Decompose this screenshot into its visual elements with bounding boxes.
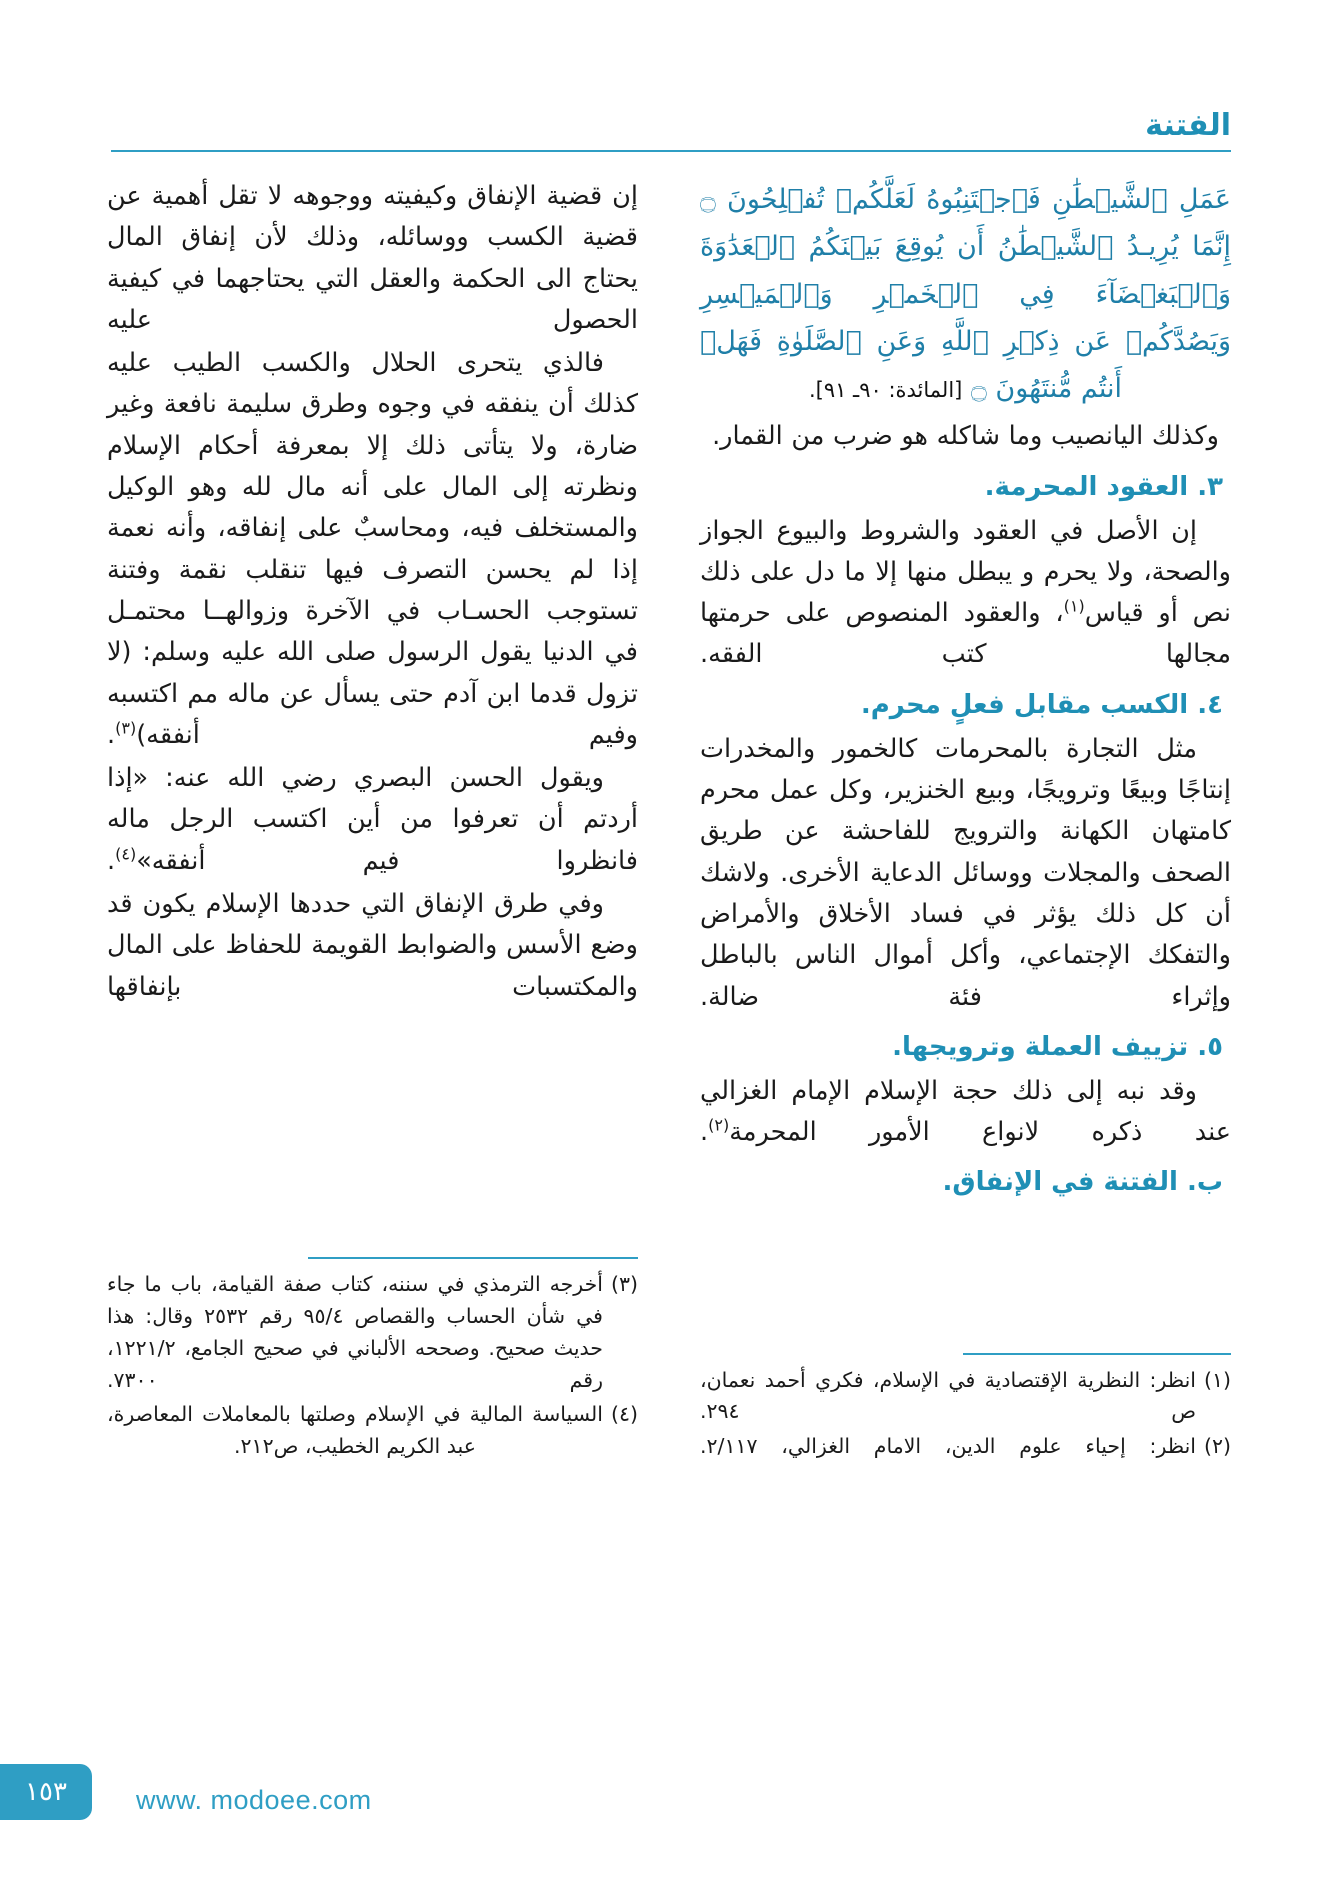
footnote-text: انظر: إحياء علوم الدين، الامام الغزالي، ٢/١١٧. (700, 1434, 1196, 1459)
section-heading-contracts: ٣. العقود المحرمة. (984, 471, 1223, 502)
footnote-item (107, 1399, 638, 1463)
footnote-divider-left (308, 1257, 638, 1259)
footnote-divider-right (963, 1353, 1231, 1355)
body-columns (107, 176, 1231, 1466)
footnote-number: (١) (1203, 1367, 1231, 1392)
footnote-text: انظر: النظرية الإقتصادية في الإسلام، فكري أحمد نعمان، ص ٢٩٤. (700, 1367, 1196, 1424)
footnote-number: (٤) (610, 1402, 638, 1427)
section-heading-spending-fitna: ب. الفتنة في الإنفاق. (942, 1167, 1223, 1198)
right-paragraph-4-cont: . (700, 1117, 709, 1148)
left-paragraph-4: وفي طرق الإنفاق التي حددها الإسلام يكون قد وضع الأسس والضوابط القويمة للحفاظ على المال والمكتسبات بإنفاقها (107, 889, 638, 1002)
left-paragraph-3 (107, 758, 638, 882)
quran-verse-text: عَمَلِ ٱلشَّيۡطَٰنِ فَٱجۡتَنِبُوهُ لَعَلَّكُمۡ تُفۡلِحُونَ ۝ إِنَّمَا يُرِيـدُ ٱلشَّيۡطَٰنُ أَن يُوقِعَ بَيۡنَكُمُ ٱلۡعَدَٰوَةَ وَٱلۡبَغۡضَآءَ فِي ٱلۡخَمۡرِ وَٱلۡمَيۡسِرِ وَيَصُدَّكُمۡ عَن ذِكۡرِ ٱللَّهِ وَعَنِ ٱلصَّلَوٰةِ فَهَلۡ أَنتُم مُّنتَهُونَ ۝ (700, 184, 1231, 404)
left-footnotes (107, 1257, 638, 1466)
right-paragraph-1: وكذلك اليانصيب وما شاكله هو ضرب من القمار. (712, 421, 1219, 452)
right-paragraph-4-text: وقد نبه إلى ذلك حجة الإسلام الإمام الغزالي عند ذكره لانواع الأمور المحرمة (700, 1075, 1231, 1148)
left-paragraph-2-text: فالذي يتحرى الحلال والكسب الطيب عليه كذلك أن ينفقه في وجوه وطرق سليمة نافعة وغير ضارة، ولا يتأتى ذلك إلا بمعرفة أحكام الإسلام ونظرته إلى المال على أنه مال لله وهو الوكيل والمستخلف فيه، ومحاسبٌ على إنفاقه، وأنه نعمة إذا لم يحسن التصرف فيها تنقلب نقمة وفتنة تستوجب الحسـاب في الآخرة وزوالهــا محتمـل في الدنيا يقول الرسول صلى الله عليه وسلم: (لا تزول قدما ابن آدم حتى يسأل عن ماله مم اكتسبه وفيم أنفقه) (107, 348, 638, 750)
right-paragraph-4 (700, 1071, 1231, 1154)
footnote-item (700, 1365, 1231, 1429)
footnote-marker-1: (١) (1063, 596, 1085, 616)
quran-verse-reference: [المائدة: ٩٠ـ ٩١]. (808, 378, 963, 402)
footnote-text: السياسة المالية في الإسلام وصلتها بالمعاملات المعاصرة، عبد الكريم الخطيب، ص٢١٢. (107, 1402, 603, 1459)
footnote-item (700, 1431, 1231, 1463)
footnote-number: (٢) (1203, 1434, 1231, 1459)
right-footnotes (700, 1353, 1231, 1466)
footnote-number: (٣) (610, 1272, 638, 1297)
section-heading-counterfeit: ٥. تزييف العملة وترويجها. (892, 1031, 1223, 1062)
footnote-marker-3: (٣) (115, 718, 137, 738)
left-paragraph-2-cont: . (107, 719, 116, 750)
footnote-marker-2: (٢) (708, 1115, 730, 1135)
right-paragraph-2-text: إن الأصل في العقود والشروط والبيوع الجواز والصحة، ولا يحرم و يبطل منها إلا ما دل على ذلك نص أو قياس (700, 515, 1231, 629)
quran-verse-block (700, 176, 1231, 412)
left-paragraph-1: إن قضية الإنفاق وكيفيته ووجوهه لا تقل أهمية عن قضية الكسب ووسائله، وذلك لأن إنفاق المال يحتاج الى الحكمة والعقل التي يحتاجهما في كيفية الحصول عليه (107, 181, 638, 335)
footnote-text: أخرجه الترمذي في سننه، كتاب صفة القيامة، باب ما جاء في شأن الحساب والقصاص ٩٥/٤ رقم ٢٥٣٢ وقال: هذا حديث صحيح. وصححه الألباني في صحيح الجامع، ١٢٢١/٢، رقم ٧٣٠٠. (107, 1272, 603, 1392)
header-divider (111, 150, 1231, 152)
page-header (111, 108, 1231, 152)
right-paragraph-3: مثل التجارة بالمحرمات كالخمور والمخدرات إنتاجًا وبيعًا وترويجًا، وبيع الخنزير، وكل عمل محرم كامتهان الكهانة والترويج للفاحشة عن طريق الصحف والمجلات ووسائل الدعاية الأخرى. ولاشك أن كل ذلك يؤثر في فساد الأخلاق والأمراض والتفكك الإجتماعي، وأكل أموال الناس بالباطل وإثراء فئة ضالة. (700, 733, 1231, 1012)
left-paragraph-3-cont: . (107, 845, 116, 876)
left-paragraph-3-text: ويقول الحسن البصري رضي الله عنه: «إذا أردتم أن تعرفوا من أين اكتسب الرجل ماله فانظروا فيم أنفقه» (107, 763, 638, 876)
section-heading-forbidden-earning: ٤. الكسب مقابل فعلٍ محرم. (860, 689, 1223, 720)
left-paragraph-2 (107, 343, 638, 756)
page-title: الفتنة (1145, 108, 1231, 143)
right-column (700, 176, 1231, 1466)
footnote-marker-4: (٤) (115, 844, 137, 864)
right-paragraph-2 (700, 511, 1231, 676)
footnote-item (107, 1269, 638, 1396)
left-column (107, 176, 638, 1466)
right-paragraph-2-cont: ، والعقود المنصوص على حرمتها مجالها كتب الفقه. (700, 598, 1231, 670)
website-link[interactable]: www. modoee.com (136, 1785, 372, 1815)
page-number-badge: ١٥٣ (0, 1764, 92, 1820)
page-footer (0, 1750, 1339, 1830)
